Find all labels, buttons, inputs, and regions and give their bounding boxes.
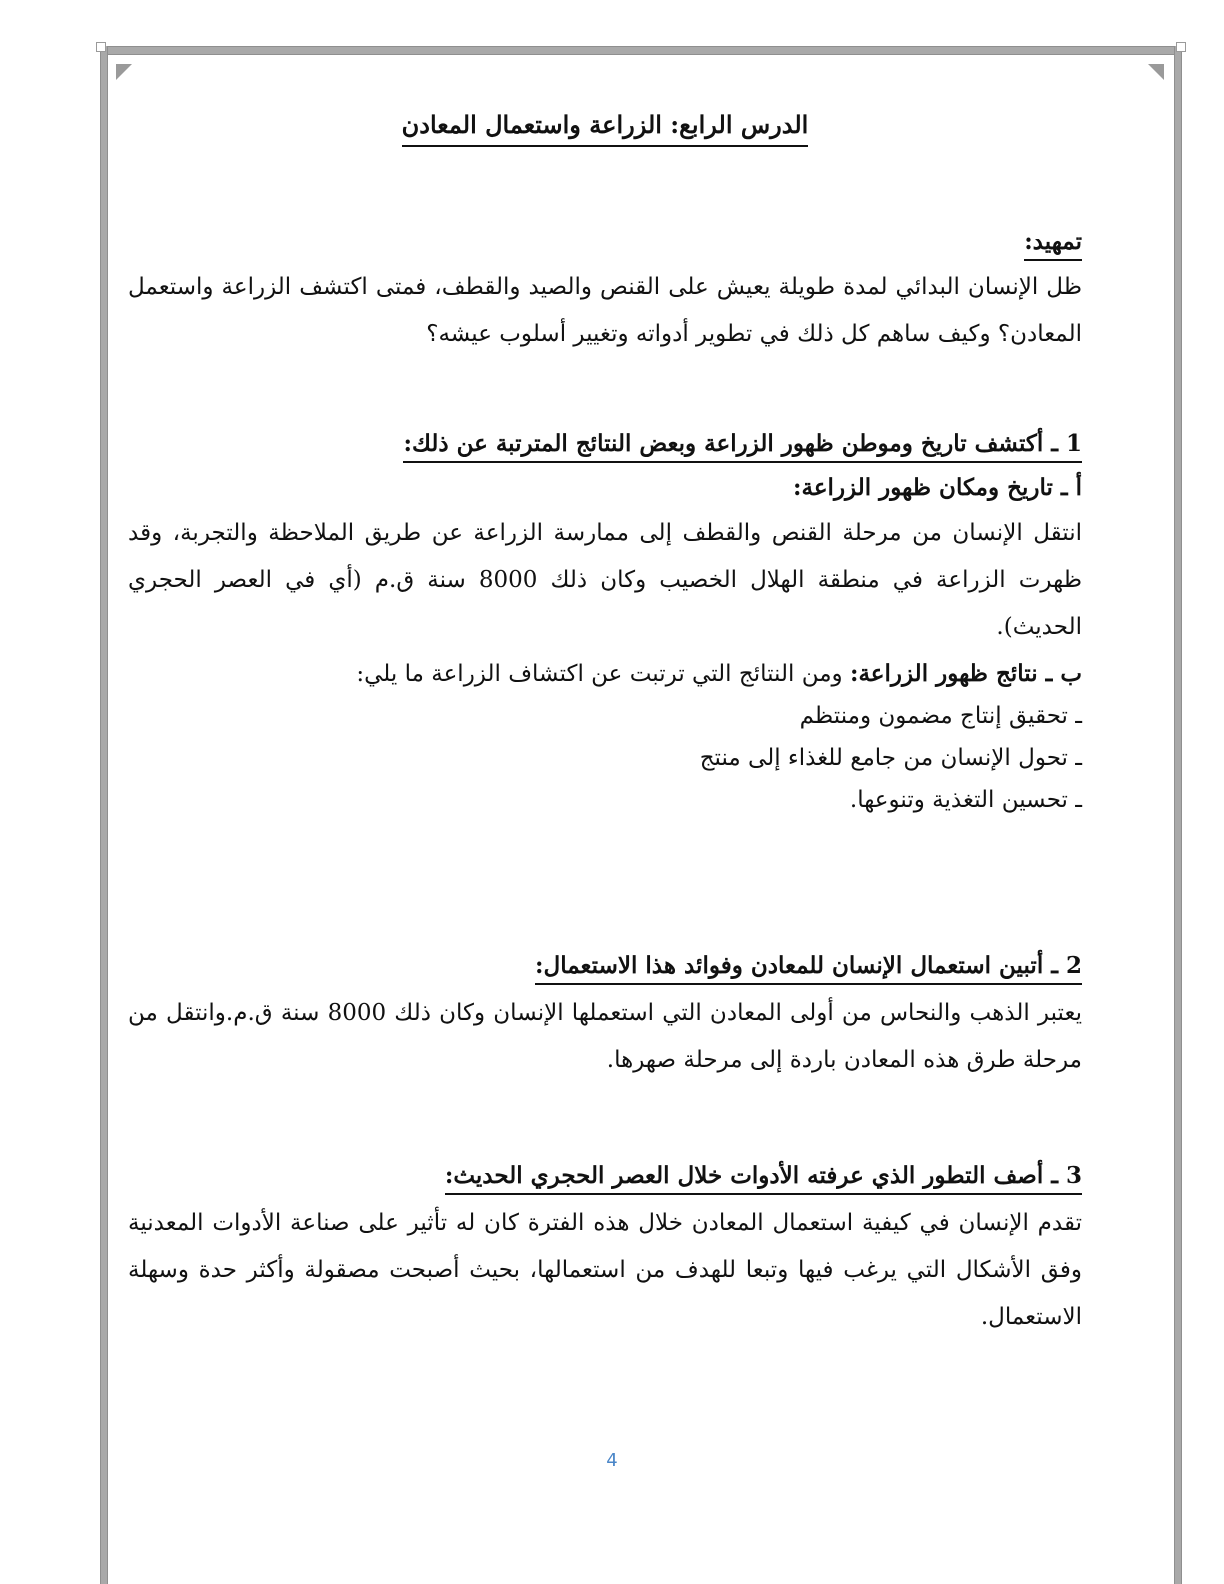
section-1a-heading: أ ـ تاريخ ومكان ظهور الزراعة:: [793, 474, 1082, 501]
section-1-heading-text: 1 ـ أكتشف تاريخ وموطن ظهور الزراعة وبعض النتائج المترتبة عن ذلك:: [403, 430, 1082, 463]
page-border-left: [100, 46, 108, 1584]
intro-section: [128, 222, 1082, 358]
page-border-corner-right: [1176, 42, 1186, 52]
section-3-heading-text: 3 ـ أصف التطور الذي عرفته الأدوات خلال العصر الحجري الحديث:: [445, 1162, 1082, 1195]
intro-paragraph: ظل الإنسان البدائي لمدة طويلة يعيش على القنص والصيد والقطف، فمتى اكتشف الزراعة واستعمل المعادن؟ وكيف ساهم كل ذلك في تطوير أدواته وتغيير أسلوب عيشه؟: [128, 274, 1082, 347]
intro-heading: [128, 222, 1082, 262]
list-item: ـ تحسين التغذية وتنوعها.: [849, 787, 1082, 813]
section-2: [128, 946, 1082, 1084]
section-2-heading: [128, 946, 1082, 986]
section-2-paragraph: يعتبر الذهب والنحاس من أولى المعادن التي استعملها الإنسان وكان ذلك 8000 سنة ق.م.وانتقل من مرحلة طرق هذه المعادن باردة إلى مرحلة صهرها.: [128, 1000, 1082, 1073]
corner-ornament-right: [1148, 64, 1164, 80]
section-3-heading: [128, 1156, 1082, 1196]
section-1-heading: [128, 424, 1082, 464]
section-3-paragraph: تقدم الإنسان في كيفية استعمال المعادن خلال هذه الفترة كان له تأثير على صناعة الأدوات المعدنية وفق الأشكال التي يرغب فيها وتبعا للهدف من استعمالها، بحيث أصبحت مصقولة وأكثر حدة وسهلة الاستعمال.: [128, 1210, 1082, 1330]
section-1b-line: [128, 653, 1082, 695]
section-1a-paragraph: انتقل الإنسان من مرحلة القنص والقطف إلى ممارسة الزراعة عن طريق الملاحظة والتجربة، وقد ظهرت الزراعة في منطقة الهلال الخصيب وكان ذلك 8000 سنة ق.م (أي في العصر الحجري الحديث).: [128, 520, 1082, 640]
page-border-top: [100, 46, 1182, 55]
corner-ornament-left: [116, 64, 132, 80]
lesson-title: [128, 110, 1082, 139]
lesson-title-text: الدرس الرابع: الزراعة واستعمال المعادن: [402, 110, 809, 147]
section-3: [128, 1156, 1082, 1341]
list-item: ـ تحول الإنسان من جامع للغذاء إلى منتج: [699, 745, 1082, 771]
page-border-corner-left: [96, 42, 106, 52]
intro-heading-text: تمهيد:: [1024, 228, 1082, 261]
list-item: ـ تحقيق إنتاج مضمون ومنتظم: [799, 703, 1082, 729]
page-number: 4: [606, 1450, 618, 1471]
section-1b-heading: ب ـ نتائج ظهور الزراعة:: [849, 660, 1082, 687]
page-border-right: [1174, 46, 1182, 1584]
section-2-heading-text: 2 ـ أتبين استعمال الإنسان للمعادن وفوائد هذا الاستعمال:: [535, 952, 1082, 985]
section-1: [128, 424, 1082, 821]
section-1b-intro: ومن النتائج التي ترتبت عن اكتشاف الزراعة ما يلي:: [356, 661, 850, 687]
